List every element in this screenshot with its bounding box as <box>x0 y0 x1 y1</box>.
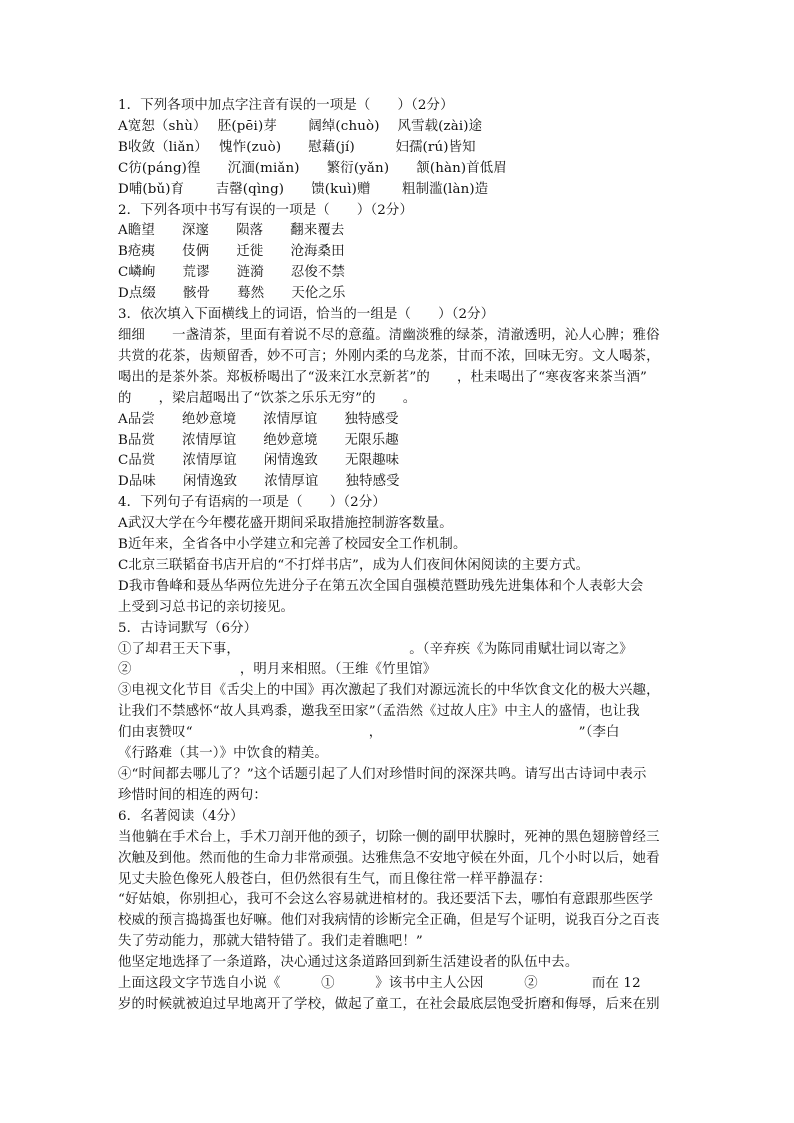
q1-option-c: C彷(páng)徨 沉湎(miǎn) 繁衍(yǎn) 颔(hàn)首低眉 <box>118 160 507 176</box>
q2-option-a: A瞻望 深邃 陨落 翻来覆去 <box>118 223 345 239</box>
q5-line: ③电视文化节目《舌尖上的中国》再次激起了我们对源远流长的中华饮食文化的极大兴趣， <box>118 683 660 699</box>
q1-title: 1．下列各项中加点字注音有误的一项是（ ）（2分） <box>118 98 454 113</box>
q2-option-c: C嶙峋 荒谬 涟漪 忍俊不禁 <box>118 265 346 281</box>
q4-title: 4．下列句子有语病的一项是（ ）（2分） <box>118 495 386 511</box>
q5-line: ④“时间都去哪儿了？”这个话题引起了人们对珍惜时间的深深共鸣。请写出古诗词中表示 <box>118 767 647 782</box>
q6-line: 他坚定地选择了一条道路，决心通过这条道路回到新生活建设者的队伍中去。 <box>118 955 579 971</box>
q6-line: 失了劳动能力，那就大错特错了。我们走着瞧吧！” <box>118 934 423 950</box>
q3-option-c: C品赏 浓情厚谊 闲情逸致 无限趣味 <box>118 453 400 469</box>
q5-line: 《行路难（其一）》中饮食的精美。 <box>118 746 328 762</box>
q3-title: 3．依次填入下面横线上的词语，恰当的一组是（ ）（2分） <box>118 307 495 323</box>
exam-page <box>118 96 684 1016</box>
q3-passage-line: 的 ，梁启超喝出了“饮茶之乐乐无穷”的 。 <box>118 390 417 406</box>
q5-line: 们由衷赞叹“ ， ”（李白 <box>118 725 620 741</box>
q4-option-d-cont: 上受到习总书记的亲切接见。 <box>118 599 295 615</box>
q6-line: “好姑娘，你别担心，我可不会这么容易就进棺材的。我还要活下去，哪怕有意跟那些医学 <box>118 892 654 908</box>
q6-line: 当他躺在手术台上，手术刀剖开他的颈子，切除一侧的副甲状腺时，死神的黑色翅膀曾经三 <box>118 829 660 845</box>
q1-option-d: D哺(bǔ)育 吉罄(qìng) 馈(kuì)赠 粗制滥(làn)造 <box>118 181 489 197</box>
q3-option-b: B品赏 浓情厚谊 绝妙意境 无限乐趣 <box>118 432 399 448</box>
q6-line: 见丈夫脸色像死人般苍白，但仍然很有生气，而且像往常一样平静温存： <box>118 871 552 887</box>
q6-line: 次触及到他。然而他的生命力非常顽强。达雅焦急不安地守候在外面，几个小时以后，她看 <box>118 850 660 866</box>
q4-option-d: D我市鲁峰和聂丛华两位先进分子在第五次全国自强模范暨助残先进集体和个人表彰大会 <box>118 578 644 594</box>
q5-line: 让我们不禁感怀“故人具鸡黍，邀我至田家”（孟浩然《过故人庄》中主人的盛情，也让我 <box>118 704 640 720</box>
q2-title: 2．下列各项中书写有误的一项是（ ）（2分） <box>118 202 413 218</box>
q3-passage-line: 细细 一盏清茶，里面有着说不尽的意蕴。清幽淡雅的绿茶，清澈透明，沁人心脾；雅俗 <box>118 327 660 343</box>
q6-line: 上面这段文字节选自小说《 ① 》该书中主人公因 ② 而在 12 <box>118 976 641 992</box>
q6-line: 校威的预言捣捣蛋也好嘛。他们对我病情的诊断完全正确，但是写个证明，说我百分之百丧 <box>118 913 660 929</box>
q5-line: ①了却君王天下事， 。（辛弃疾《为陈同甫赋壮词以寄之》 <box>118 641 633 657</box>
q4-option-b: B近年来，全省各中小学建立和完善了校园安全工作机制。 <box>118 537 467 553</box>
q5-line: 珍惜时间的相连的两句： <box>118 787 267 803</box>
q6-line: 岁的时候就被迫过早地离开了学校，做起了童工，在社会最底层饱受折磨和侮辱，后来在别 <box>118 996 660 1012</box>
q4-option-a: A武汉大学在今年樱花盛开期间采取措施控制游客数量。 <box>118 516 453 532</box>
q3-option-d: D品味 闲情逸致 浓情厚谊 独特感受 <box>118 474 400 490</box>
q3-passage-line: 共赏的花茶，齿颊留香，妙不可言；外刚内柔的乌龙茶，甘而不浓，回味无穷。文人喝茶， <box>118 348 660 364</box>
q1-option-a: A宽恕（shù） 胚(pēi)芽 阔绰(chuò) 风雪载(zài)途 <box>118 118 483 134</box>
q3-passage-line: 喝出的是茶外茶。郑板桥喝出了“汲来江水烹新茗”的 ，杜耒喝出了“寒夜客来茶当酒” <box>118 369 647 385</box>
q4-option-c: C北京三联韬奋书店开启的“不打烊书店”，成为人们夜间休闲阅读的主要方式。 <box>118 557 590 573</box>
q5-title: 5．古诗词默写（6分） <box>118 620 258 636</box>
q3-option-a: A品尝 绝妙意境 浓情厚谊 独特感受 <box>118 411 399 427</box>
q6-title: 6．名著阅读（4分） <box>118 808 244 824</box>
q2-option-d: D点缀 骸骨 蓦然 天伦之乐 <box>118 286 346 302</box>
q1-option-b: B收敛（liǎn） 愧怍(zuò) 慰藉(jí) 妇孺(rú)皆知 <box>118 139 476 155</box>
q2-option-b: B疮痍 伎俩 迁徙 沧海桑田 <box>118 244 345 260</box>
q5-line: ② ，明月来相照。（王维《竹里馆》 <box>118 662 437 678</box>
